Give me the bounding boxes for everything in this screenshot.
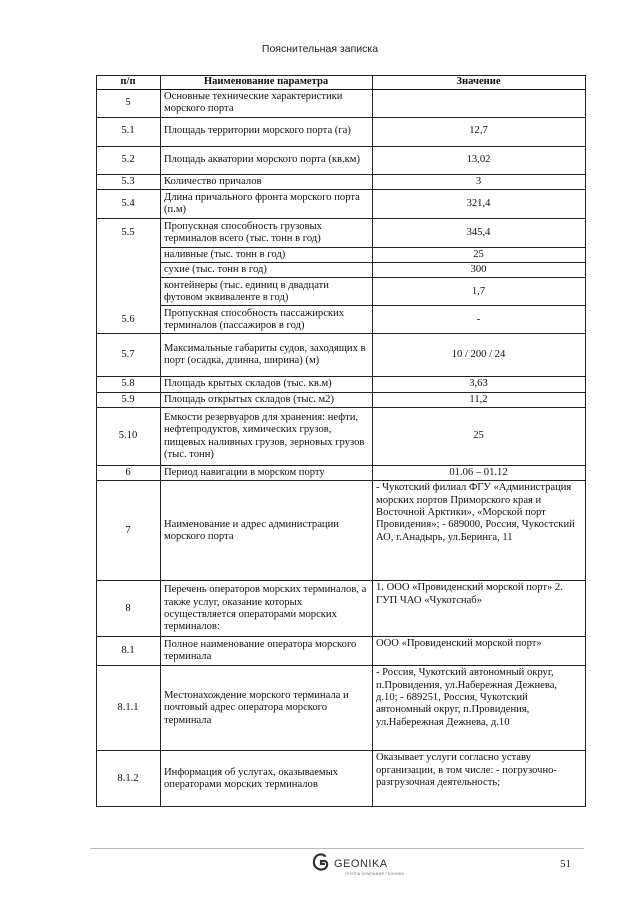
row-num: 5.3 [97,174,161,189]
table-row [97,392,586,407]
row-num: 8.1.1 [97,666,161,751]
row-num: 5.1 [97,117,161,146]
row-name: Максимальные габариты судов, заходящих в порт (осадка, длинна, ширина) (м) [161,334,373,377]
page-header: Пояснительная записка [261,43,379,55]
row-name: Местонахождение морского терминала и почтовый адрес оператора морского терминала [161,666,373,751]
row-name: Емкости резервуаров для хранения: нефти, нефтепродуктов, химических грузов, пищевых наливных грузов, зерновых грузов (тыс. тонн) [161,408,373,466]
row-value: 25 [373,408,586,466]
row-value [373,90,586,118]
row-value: - Россия, Чукотский автономный округ, п.Провидения, ул.Набережная Дежнева, д.10; - 689251, Россия, Чукотский автономный округ, п.Провидения, ул.Набережная Дежнева, д.10 [373,666,586,751]
table-row [97,218,586,247]
row-num [97,247,161,262]
row-value: 10 / 200 / 24 [373,334,586,377]
row-name: Информация об услугах, оказываемых операторами морских терминалов [161,751,373,807]
row-num: 8.1 [97,637,161,666]
row-value: - [373,306,586,334]
row-name: Пропускная способность грузовых терминалов всего (тыс. тонн в год) [161,218,373,247]
table-row [97,90,586,118]
row-value: 321,4 [373,189,586,218]
row-name: Основные технические характеристики морского порта [161,90,373,118]
table-row [97,334,586,377]
table-row [97,263,586,278]
row-name: Площадь крытых складов (тыс. кв.м) [161,377,373,392]
row-name: Перечень операторов морских терминалов, а также услуг, оказание которых осуществляется операторами морских терминалов: [161,581,373,637]
row-value: ООО «Провиденский морской порт» [373,637,586,666]
page-number: 51 [560,858,571,870]
row-name: Площадь территории морского порта (га) [161,117,373,146]
table-row [97,174,586,189]
row-value: Оказывает услуги согласно уставу организации, в том числе: - погрузочно-разгрузочная деятельность; [373,751,586,807]
table-row [97,666,586,751]
parameters-table [96,75,586,807]
row-name: контейнеры (тыс. единиц в двадцати футовом эквиваленте в год) [161,278,373,306]
row-num: 5.9 [97,392,161,407]
row-value: 11,2 [373,392,586,407]
row-value: 3 [373,174,586,189]
row-name: Длина причального фронта морского порта (п.м) [161,189,373,218]
row-num: 7 [97,481,161,581]
row-value: 1,7 [373,278,586,306]
table-row [97,751,586,807]
logo-brand: GEONIKA [334,858,388,870]
table-row [97,377,586,392]
row-num: 5.10 [97,408,161,466]
row-name: Наименование и адрес администрации морского порта [161,481,373,581]
row-num: 6 [97,466,161,481]
header-value: Значение [373,76,586,90]
row-num: 5.6 [97,306,161,334]
row-num: 5 [97,90,161,118]
table-row [97,117,586,146]
row-name: Пропускная способность пассажирских терминалов (пассажиров в год) [161,306,373,334]
row-name: сухие (тыс. тонн в год) [161,263,373,278]
row-name: наливные (тыс. тонн в год) [161,247,373,262]
row-num: 5.7 [97,334,161,377]
row-num: 5.4 [97,189,161,218]
row-name: Площадь акватории морского порта (кв.км) [161,146,373,174]
table-row [97,146,586,174]
header-num: п/п [97,76,161,90]
table-row [97,189,586,218]
row-num [97,278,161,306]
row-name: Площадь открытых складов (тыс. м2) [161,392,373,407]
row-value: 01.06 – 01.12 [373,466,586,481]
footer-divider [90,848,584,849]
row-value: 300 [373,263,586,278]
row-value: 345,4 [373,218,586,247]
row-value: - Чукотский филиал ФГУ «Администрация морских портов Приморского края и Восточной Арктики», «Морской порт Провидения»; - 689000, Россия, Чукостский АО, г.Анадырь, ул.Беринга, 11 [373,481,586,581]
table-row [97,481,586,581]
row-num [97,263,161,278]
geonika-logo-icon [312,852,330,877]
table-row [97,581,586,637]
row-name: Количество причалов [161,174,373,189]
row-name: Период навигации в морском порту [161,466,373,481]
table-row [97,306,586,334]
row-num: 8.1.2 [97,751,161,807]
row-num: 5.8 [97,377,161,392]
row-num: 5.5 [97,218,161,247]
table-row [97,247,586,262]
row-value: 13,02 [373,146,586,174]
table-row [97,466,586,481]
row-value: 1. ООО «Провиденский морской порт» 2. ГУП ЧАО «Чукотснаб» [373,581,586,637]
table-row [97,408,586,466]
table-header-row [97,76,586,90]
row-name: Полное наименование оператора морского терминала [161,637,373,666]
header-name: Наименование параметра [161,76,373,90]
logo-tagline: ГРУППА КОМПАНИЙ ГЕОНИКА [345,872,405,876]
row-num: 8 [97,581,161,637]
row-value: 3,63 [373,377,586,392]
table-row [97,278,586,306]
table-row [97,637,586,666]
row-num: 5.2 [97,146,161,174]
row-value: 25 [373,247,586,262]
row-value: 12,7 [373,117,586,146]
